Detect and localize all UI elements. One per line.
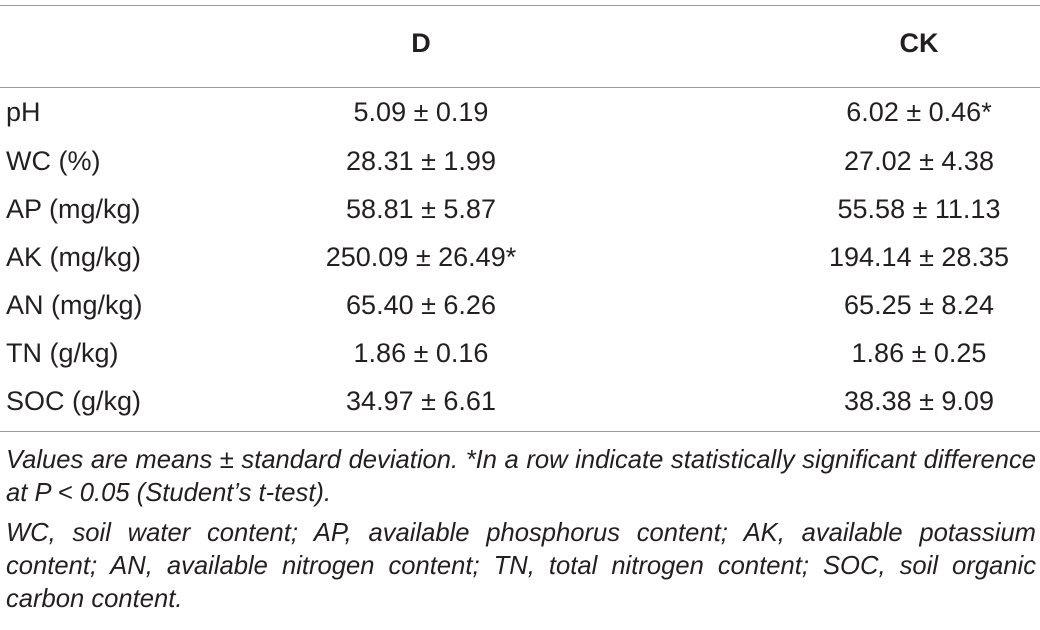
footnote-abbreviations: WC, soil water content; AP, available phosphorus content; AK, available potassium content; AN, available nitrogen content; TN, total nitrogen content; SOC, soil organic carbon content. bbox=[6, 519, 1036, 613]
table-row bbox=[0, 281, 1040, 329]
cell-d: 5.09 ± 0.19 bbox=[353, 96, 489, 127]
table-row bbox=[0, 233, 1040, 281]
table-row bbox=[0, 87, 1040, 137]
cell-d: 58.81 ± 5.87 bbox=[346, 193, 496, 224]
header-cell-label bbox=[0, 0, 280, 87]
row-label: SOC (g/kg) bbox=[6, 385, 142, 416]
cell-ck: 65.25 ± 8.24 bbox=[844, 289, 994, 320]
table-header-row bbox=[0, 0, 1040, 87]
row-label: AK (mg/kg) bbox=[6, 241, 142, 272]
cell-ck: 27.02 ± 4.38 bbox=[844, 145, 994, 176]
row-label: TN (g/kg) bbox=[6, 337, 119, 368]
cell-d: 34.97 ± 6.61 bbox=[346, 385, 496, 416]
cell-d: 1.86 ± 0.16 bbox=[353, 337, 489, 368]
cell-d: 250.09 ± 26.49* bbox=[325, 241, 517, 272]
cell-ck: 6.02 ± 0.46* bbox=[846, 96, 992, 127]
header-cell-ck: CK bbox=[899, 28, 939, 58]
table-row bbox=[0, 329, 1040, 377]
table-row bbox=[0, 185, 1040, 233]
row-label: pH bbox=[6, 96, 41, 127]
row-label: WC (%) bbox=[6, 145, 101, 176]
row-label: AN (mg/kg) bbox=[6, 289, 143, 320]
table-row bbox=[0, 377, 1040, 425]
header-cell-d: D bbox=[411, 28, 431, 58]
cell-ck: 38.38 ± 9.09 bbox=[844, 385, 994, 416]
cell-ck: 55.58 ± 11.13 bbox=[837, 193, 1001, 224]
table-row bbox=[0, 137, 1040, 185]
cell-ck: 1.86 ± 0.25 bbox=[851, 337, 987, 368]
footnote-significance: Values are means ± standard deviation. *In a row indicate statistically significant difference at P < 0.05 (Student’s t-test). bbox=[6, 446, 1036, 507]
cell-d: 65.40 ± 6.26 bbox=[346, 289, 496, 320]
table-bottom-rule bbox=[0, 431, 1040, 432]
cell-ck: 194.14 ± 28.35 bbox=[829, 241, 1009, 272]
row-label: AP (mg/kg) bbox=[6, 193, 141, 224]
cell-d: 28.31 ± 1.99 bbox=[346, 145, 496, 176]
